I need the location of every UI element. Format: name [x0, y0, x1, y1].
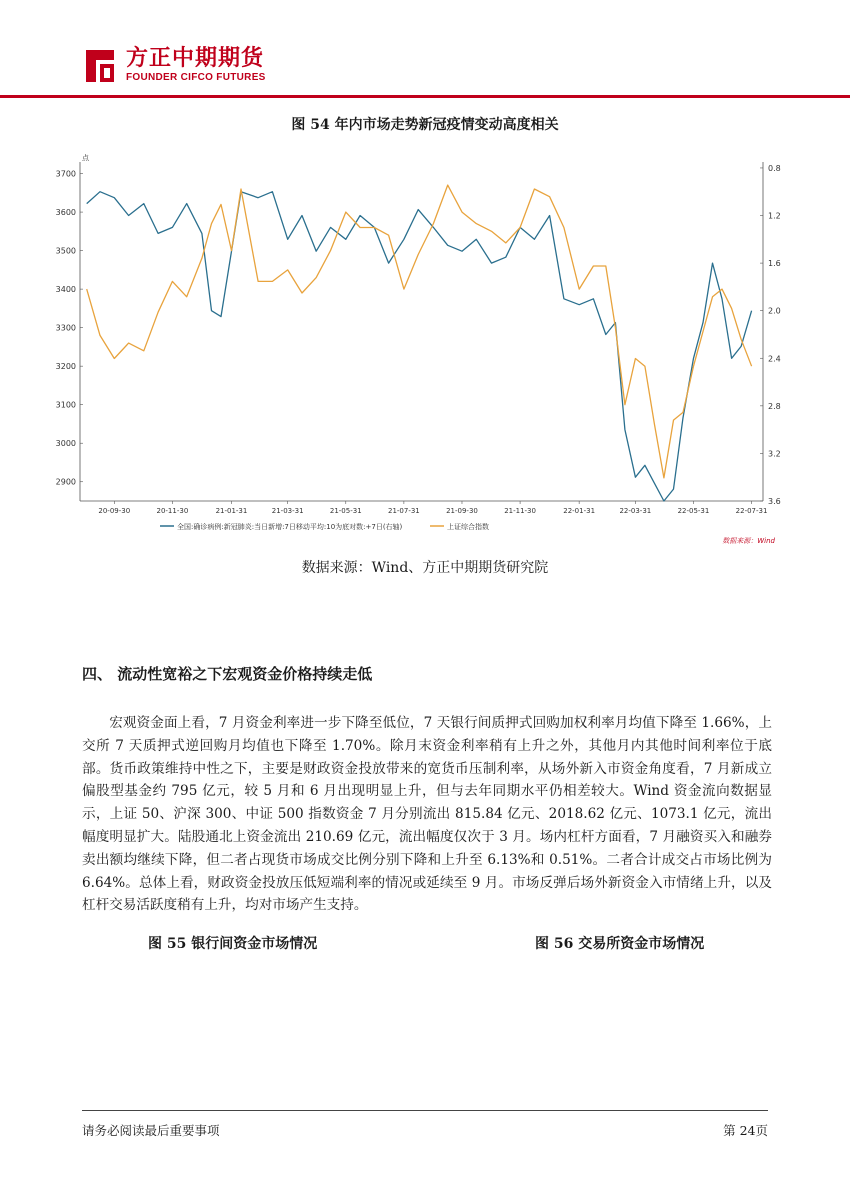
y-left-tick-label: 3700	[55, 169, 76, 179]
x-tick-label: 20-11-30	[156, 507, 189, 515]
y-left-tick-label: 3200	[55, 362, 76, 372]
y-left-tick-label: 3500	[55, 246, 76, 256]
line-chart	[55, 152, 781, 552]
x-tick-label: 21-01-31	[215, 507, 248, 515]
y-right-tick-label: 2.0	[768, 306, 781, 316]
legend-label: 上证综合指数	[447, 523, 489, 531]
company-logo	[82, 44, 266, 88]
figure-56-title: 图 56 交易所资金市场情况	[535, 936, 705, 952]
page-number: 第 24页	[723, 1123, 768, 1138]
y-left-tick-label: 3000	[55, 439, 76, 449]
section-heading: 四、 流动性宽裕之下宏观资金价格持续走低	[82, 665, 373, 683]
x-tick-label: 20-09-30	[98, 507, 131, 515]
logo-chinese-name: 方正中期期货	[126, 46, 265, 71]
y-axis-unit-label: 点	[82, 154, 89, 162]
footer-divider	[82, 1110, 768, 1111]
body-paragraph: 宏观资金面上看，7 月资金利率进一步下降至低位，7 天银行间质押式回购加权利率月均值下降至 1.66%，上交所 7 天质押式逆回购月均值也下降至 1.70%。除月末资金利率稍有上升之外，其他月内其他时间利率位于底部。货币政策维持中性之下，主要是财政资金投放带来的宽货币压制利率，从场外新入市资金角度看，7 月新成立偏股型基金约 795 亿元，较 5 月和 6 月出现明显上升，但与去年同期水平仍相差较大。Wind 资金流向数据显示，上证 50、沪深 300、中证 500 指数资金 7 月分别流出 815.84 亿元、2018.62 亿元、1073.1 亿元，流出幅度明显扩大。陆股通北上资金流出 210.69 亿元，流出幅度仅次于 3 月。场内杠杆方面看，7 月融资买入和融券卖出额均继续下降，但二者占现货市场成交比例分别下降和上升至 6.13%和 0.51%。二者合计成交占市场比例为 6.64%。总体上看，财政资金投放压低短端利率的情况或延续至 9 月。市场反弹后场外新资金入市情绪上升，以及杠杆交易活跃度稍有上升，均对市场产生支持。	[82, 715, 772, 914]
x-tick-label: 21-05-31	[329, 507, 362, 515]
y-left-tick-label: 3300	[55, 323, 76, 333]
y-left-tick-label: 2900	[55, 477, 76, 487]
figure-55-title: 图 55 银行间资金市场情况	[148, 936, 318, 952]
footer-disclaimer: 请务必阅读最后重要事项	[82, 1123, 220, 1138]
x-tick-label: 22-07-31	[735, 507, 768, 515]
y-right-tick-label: 2.4	[768, 354, 781, 364]
x-tick-label: 22-03-31	[619, 507, 652, 515]
figure-54-title: 图 54 年内市场走势新冠疫情变动高度相关	[291, 117, 559, 133]
y-left-tick-label: 3100	[55, 400, 76, 410]
x-tick-label: 21-11-30	[504, 507, 536, 515]
x-tick-label: 22-05-31	[677, 507, 710, 515]
figure-54-source: 数据来源：Wind、方正中期期货研究院	[301, 560, 549, 576]
y-right-tick-label: 2.8	[768, 401, 781, 411]
y-right-tick-label: 0.8	[768, 163, 781, 173]
x-tick-label: 21-07-31	[387, 507, 420, 515]
y-right-tick-label: 1.2	[768, 211, 781, 221]
x-tick-label: 22-01-31	[563, 507, 596, 515]
x-tick-label: 21-03-31	[271, 507, 304, 515]
logo-english-name: FOUNDER CIFCO FUTURES	[126, 72, 266, 83]
header-divider	[0, 95, 850, 98]
y-right-tick-label: 3.6	[768, 497, 781, 506]
y-left-tick-label: 3400	[55, 285, 76, 295]
y-right-tick-label: 3.2	[768, 449, 781, 459]
y-right-tick-label: 1.6	[768, 259, 781, 269]
chart-source-note: 数据来源：Wind	[722, 537, 775, 545]
y-left-tick-label: 3600	[55, 208, 76, 218]
founder-logo-icon	[82, 46, 118, 86]
x-tick-label: 21-09-30	[446, 507, 478, 515]
series-line-shanghai-index	[87, 185, 752, 478]
figure-54-chart	[55, 152, 781, 552]
legend-label: 全国:确诊病例:新冠肺炎:当日新增:7日移动平均:10为底对数:+7日(右轴)	[177, 523, 403, 531]
series-line-covid-cases	[87, 192, 752, 501]
